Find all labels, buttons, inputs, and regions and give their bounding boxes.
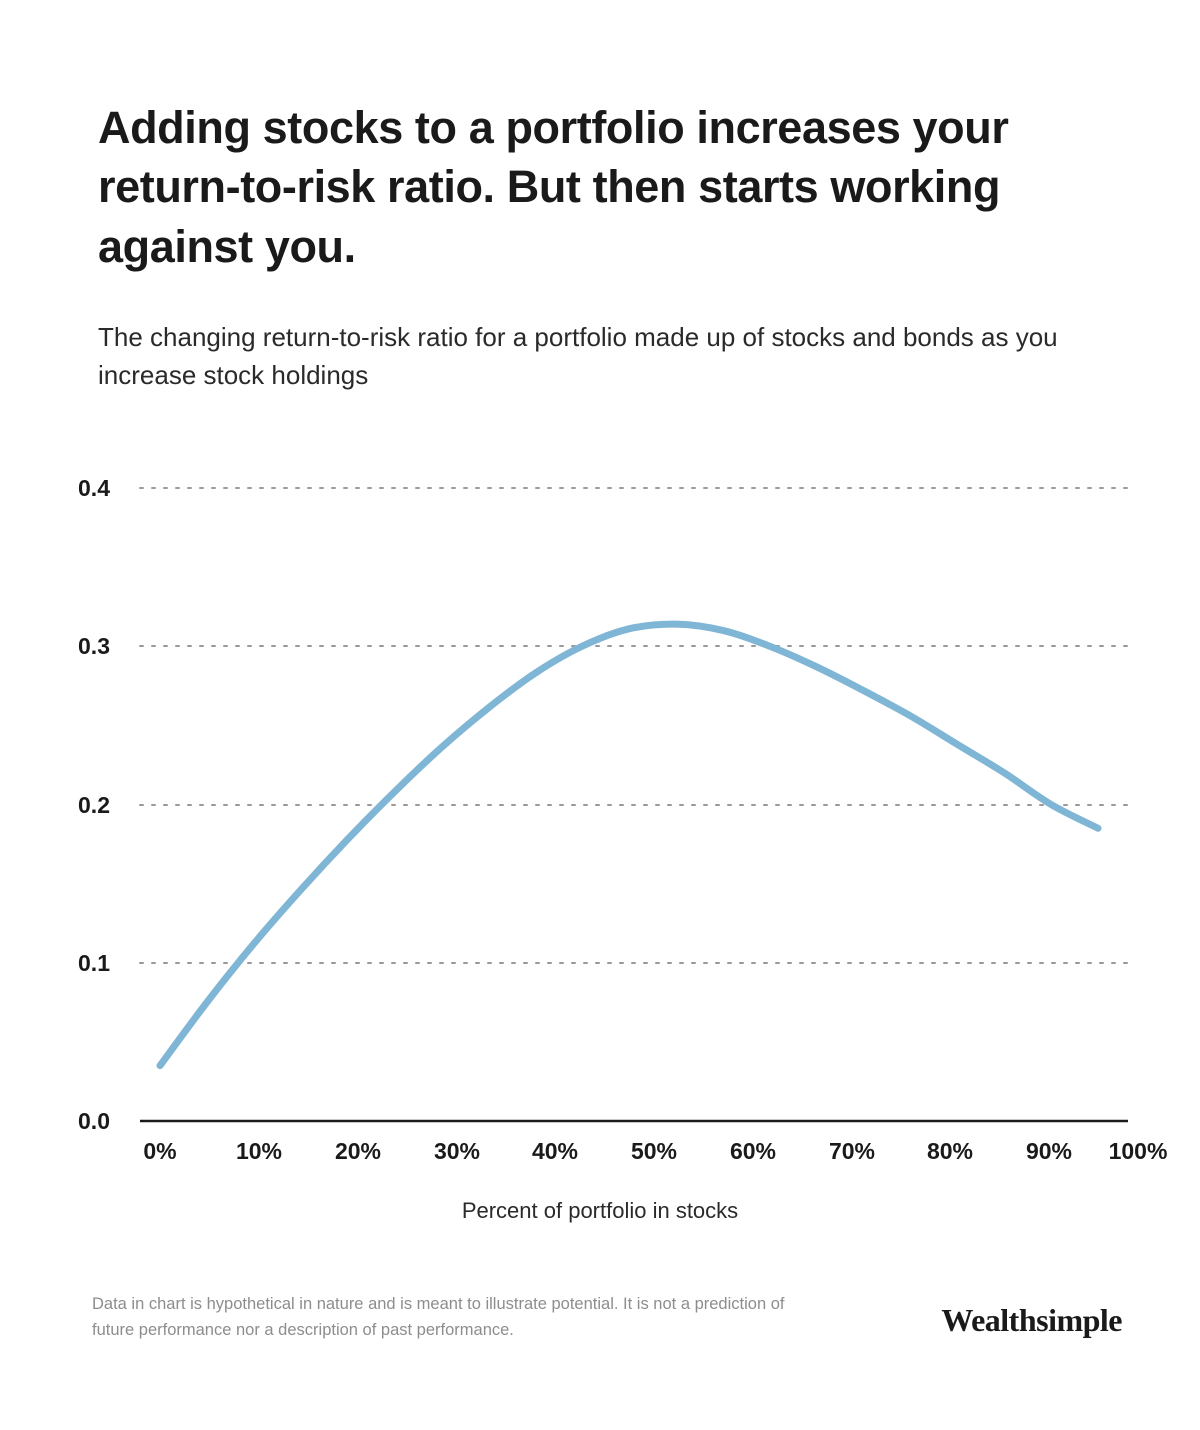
page-title: Adding stocks to a portfolio increases your return-to-risk ratio. But then starts working against you. xyxy=(98,102,1009,272)
x-tick-1: 10% xyxy=(235,1138,283,1164)
y-tick-4: 0.0 xyxy=(78,1108,110,1134)
x-axis-label: Percent of portfolio in stocks xyxy=(461,1198,739,1223)
x-tick-3: 30% xyxy=(433,1138,481,1164)
x-tick-5: 50% xyxy=(630,1138,678,1164)
chart-footnote: Data in chart is hypothetical in nature and is meant to illustrate potential. It is not a prediction of future performance nor a description of past performance. xyxy=(92,1295,785,1339)
y-tick-2: 0.2 xyxy=(78,792,110,818)
x-tick-9: 90% xyxy=(1025,1138,1073,1164)
x-tick-4: 40% xyxy=(531,1138,579,1164)
x-tick-2: 20% xyxy=(334,1138,382,1164)
x-tick-10: 100% xyxy=(1108,1138,1168,1164)
brand-logo: Wealthsimple xyxy=(941,1302,1122,1338)
y-tick-3: 0.1 xyxy=(78,950,110,976)
x-tick-7: 70% xyxy=(828,1138,876,1164)
x-tick-6: 60% xyxy=(729,1138,777,1164)
chart-card xyxy=(10,10,1190,1420)
page-subtitle: The changing return-to-risk ratio for a portfolio made up of stocks and bonds as you increase stock holdings xyxy=(98,322,1058,391)
x-tick-8: 80% xyxy=(926,1138,974,1164)
y-tick-1: 0.3 xyxy=(78,633,110,659)
x-tick-0: 0% xyxy=(143,1138,177,1164)
y-tick-0: 0.4 xyxy=(78,475,110,501)
